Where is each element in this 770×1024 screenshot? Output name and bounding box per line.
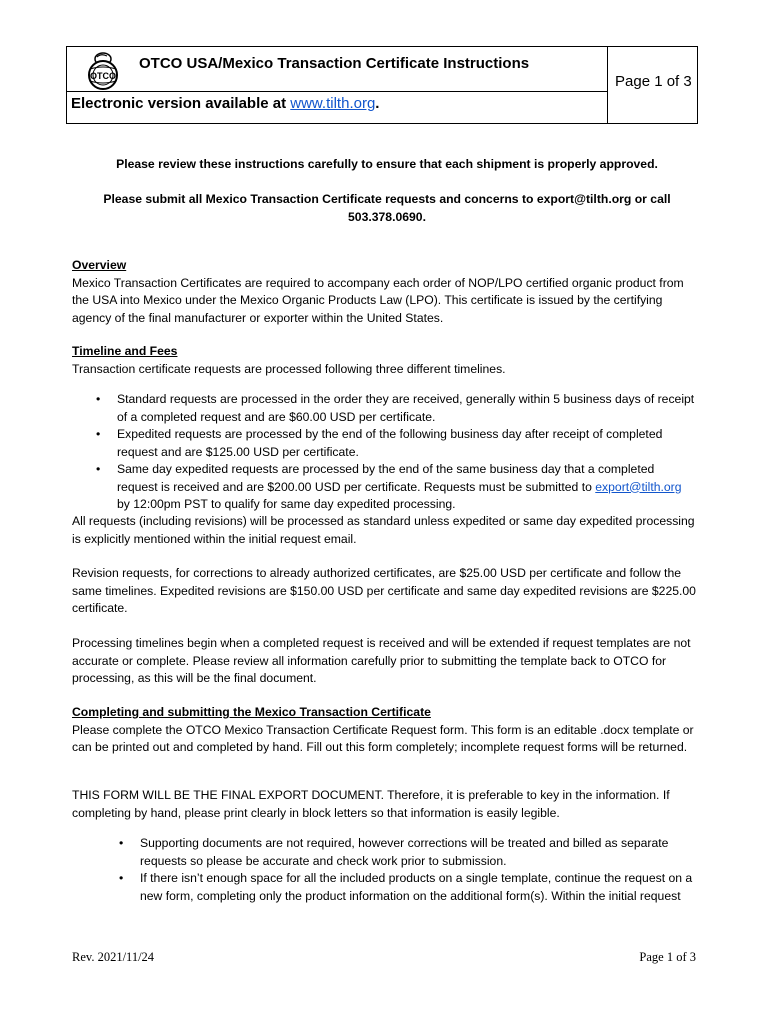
electronic-suffix: .	[375, 95, 380, 112]
bullet3-post: by 12:00pm PST to qualify for same day expedited processing.	[117, 497, 456, 511]
submit-notice	[72, 191, 702, 226]
final-document-text: THIS FORM WILL BE THE FINAL EXPORT DOCUMENT. Therefore, it is preferable to key in the information. If completing by hand, please print clearly in block letters so that information is easily legible.	[72, 788, 670, 820]
list-item: • Expedited requests are processed by the end of the following business day after receipt of completed request and are $125.00 USD per certificate.	[117, 426, 697, 461]
list-item: • Supporting documents are not required, however corrections will be treated and billed as separate requests so please be accurate and check work prior to submission.	[140, 835, 700, 870]
timeline-section	[72, 343, 702, 378]
overview-section	[72, 257, 702, 327]
header-table	[66, 46, 698, 124]
timeline-list	[117, 391, 697, 514]
review-notice: Please review these instructions carefully to ensure that each shipment is properly approved.	[116, 157, 658, 171]
completing-heading: Completing and submitting the Mexico Transaction Certificate	[72, 705, 431, 719]
timeline-heading: Timeline and Fees	[72, 344, 178, 358]
completing-section	[72, 704, 702, 757]
bullet3-pre: Same day expedited requests are processed by the end of the same business day that a completed request is received and are $200.00 USD per certificate. Requests must be submitted to	[117, 462, 655, 494]
header-divider-horizontal	[67, 91, 607, 92]
submit-notice-line2: 503.378.0690.	[348, 209, 426, 224]
footer-page-number: Page 1 of 3	[639, 950, 696, 964]
otco-logo	[77, 51, 125, 91]
header-divider-vertical	[607, 47, 608, 123]
logo-text: OTCO	[90, 71, 116, 81]
document-title: OTCO USA/Mexico Transaction Certificate Instructions	[139, 55, 530, 72]
submit-notice-line1: Please submit all Mexico Transaction Certificate requests and concerns to export@tilth.org or call	[103, 192, 671, 206]
overview-heading: Overview	[72, 258, 127, 272]
electronic-prefix: Electronic version available at	[71, 95, 291, 112]
timeline-intro: Transaction certificate requests are processed following three different timelines.	[72, 361, 506, 376]
footer-revision: Rev. 2021/11/24	[72, 950, 155, 964]
header-page-number: Page 1 of 3	[615, 73, 692, 90]
processing-text: Processing timelines begin when a completed request is received and will be extended if request templates are not accurate or complete. Please review all information carefully prior to submitting the template back to OTCO for processing, as this will be the final document.	[72, 636, 691, 685]
revision-text: Revision requests, for corrections to already authorized certificates, are $25.00 USD per certificate and follow the same timelines. Expedited revisions are $150.00 USD per certificate and same day expedited revisions are $225.00 certificate.	[72, 566, 696, 615]
electronic-version-line	[71, 95, 379, 112]
overview-text: Mexico Transaction Certificates are required to accompany each order of NOP/LPO certified organic product from the USA into Mexico under the Mexico Organic Products Law (LPO). This certificate is issued by the certifying agency of the final manufacturer or exporter within the United States.	[72, 275, 684, 325]
list-item: • Standard requests are processed in the order they are received, generally within 5 business days of receipt of a completed request and are $60.00 USD per certificate.	[117, 391, 697, 426]
completing-text: Please complete the OTCO Mexico Transaction Certificate Request form. This form is an editable .docx template or can be printed out and completed by hand. Fill out this form completely; incomplete request forms will be returned.	[72, 722, 694, 754]
tilth-link[interactable]: www.tilth.org	[290, 95, 376, 112]
completing-list	[140, 835, 700, 905]
list-item	[117, 461, 697, 514]
export-email-link[interactable]: export@tilth.org	[595, 479, 682, 494]
all-requests-text: All requests (including revisions) will be processed as standard unless expedited or same day expedited processing is explicitly mentioned within the initial request email.	[72, 514, 695, 546]
list-item: • If there isn’t enough space for all the included products on a single template, continue the request on a new form, completing only the product information on the additional form(s). Within the initial request	[140, 870, 700, 905]
